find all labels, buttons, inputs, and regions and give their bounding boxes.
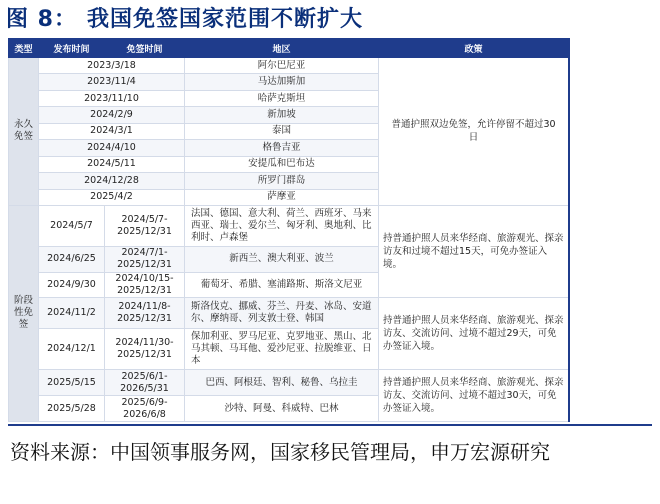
- header-type: 类型: [9, 39, 39, 58]
- table-row: [9, 370, 569, 396]
- country: 萨摩亚: [185, 189, 379, 205]
- release-date: 2024/4/10: [39, 140, 185, 156]
- countries: 新西兰、澳大利亚、波兰: [185, 247, 379, 273]
- release-date: 2025/4/2: [39, 189, 185, 205]
- visa-free-period: 2025/6/1-2026/5/31: [105, 370, 185, 396]
- table-row: [9, 298, 569, 329]
- header-region: 地区: [185, 39, 379, 58]
- visa-free-period: 2024/7/1-2025/12/31: [105, 247, 185, 273]
- release-date: 2023/3/18: [39, 58, 185, 74]
- country: 安提瓜和巴布达: [185, 156, 379, 172]
- countries: 保加利亚、罗马尼亚、克罗地亚、黑山、北马其顿、马耳他、爱沙尼亚、拉脱维亚、日本: [185, 329, 379, 370]
- category-staged: 阶段性免签: [9, 205, 39, 421]
- table-row: [9, 58, 569, 74]
- table-right-border: [568, 38, 570, 422]
- country: 泰国: [185, 123, 379, 139]
- countries: 葡萄牙、希腊、塞浦路斯、斯洛文尼亚: [185, 272, 379, 298]
- release-date: 2024/12/1: [39, 329, 105, 370]
- category-permanent: 永久免签: [9, 58, 39, 206]
- release-date: 2024/2/9: [39, 107, 185, 123]
- policy-staged-30-days: 持普通护照人员来华经商、旅游观光、探亲访友、交流访问、过境不超过30天，可免办签证入境。: [379, 370, 569, 422]
- header-policy: 政策: [379, 39, 569, 58]
- table-header-row: [9, 39, 569, 58]
- visa-free-period: 2024/11/8-2025/12/31: [105, 298, 185, 329]
- country: 阿尔巴尼亚: [185, 58, 379, 74]
- release-date: 2024/5/11: [39, 156, 185, 172]
- release-date: 2024/9/30: [39, 272, 105, 298]
- release-date: 2024/3/1: [39, 123, 185, 139]
- figure-number: 图 8：: [6, 7, 77, 32]
- country: 所罗门群岛: [185, 173, 379, 189]
- release-date: 2024/11/2: [39, 298, 105, 329]
- table-bottom-rule: [8, 424, 652, 426]
- countries: 巴西、阿根廷、智利、秘鲁、乌拉圭: [185, 370, 379, 396]
- figure-title: [6, 2, 363, 38]
- header-visa-free-period: 免签时间: [105, 39, 185, 58]
- policy-staged-15-days: 持普通护照人员来华经商、旅游观光、探亲访友和过境不超过15天，可免办签证入境。: [379, 205, 569, 298]
- release-date: 2024/12/28: [39, 173, 185, 189]
- countries: 法国、德国、意大利、荷兰、西班牙、马来西亚、瑞士、爱尔兰、匈牙利、奥地利、比利时、卢森堡: [185, 205, 379, 246]
- figure-title-text: 我国免签国家范围不断扩大: [86, 7, 363, 32]
- table-row: [9, 205, 569, 246]
- source-note: 资料来源：中国领事服务网，国家移民管理局，申万宏源研究: [10, 440, 550, 464]
- countries: 斯洛伐克、挪威、芬兰、丹麦、冰岛、安道尔、摩纳哥、列支敦士登、韩国: [185, 298, 379, 329]
- header-release-date: 发布时间: [39, 39, 105, 58]
- release-date: 2025/5/15: [39, 370, 105, 396]
- country: 新加坡: [185, 107, 379, 123]
- release-date: 2024/6/25: [39, 247, 105, 273]
- release-date: 2025/5/28: [39, 396, 105, 422]
- policy-permanent: 普通护照双边免签，允许停留不超过30日: [379, 58, 569, 206]
- release-date: 2023/11/10: [39, 90, 185, 106]
- countries: 沙特、阿曼、科威特、巴林: [185, 396, 379, 422]
- policy-staged-29-days: 持普通护照人员来华经商、旅游观光、探亲访友、交流访问、过境不超过29天，可免办签证入境。: [379, 298, 569, 370]
- release-date: 2024/5/7: [39, 205, 105, 246]
- visa-free-period: 2024/10/15-2025/12/31: [105, 272, 185, 298]
- visa-free-period: 2025/6/9-2026/6/8: [105, 396, 185, 422]
- visa-free-period: 2024/5/7-2025/12/31: [105, 205, 185, 246]
- country: 哈萨克斯坦: [185, 90, 379, 106]
- country: 马达加斯加: [185, 74, 379, 90]
- release-date: 2023/11/4: [39, 74, 185, 90]
- visa-free-table: [8, 38, 569, 422]
- country: 格鲁吉亚: [185, 140, 379, 156]
- visa-free-period: 2024/11/30-2025/12/31: [105, 329, 185, 370]
